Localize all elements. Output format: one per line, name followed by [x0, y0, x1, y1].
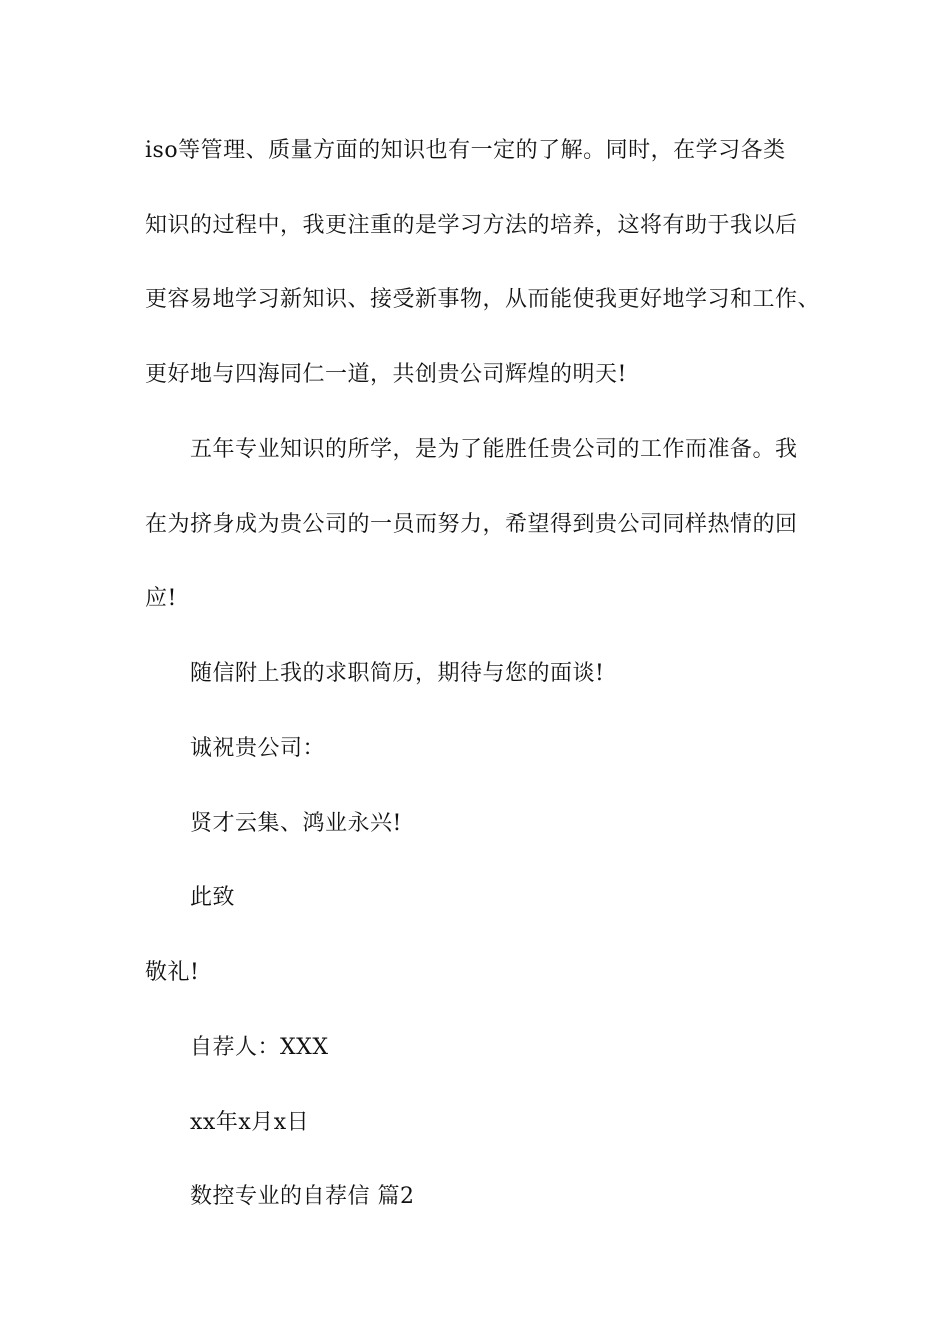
paragraph-line: iso等管理、质量方面的知识也有一定的了解。同时，在学习各类 [145, 138, 786, 163]
paragraph-line: 五年专业知识的所学，是为了能胜任贵公司的工作而准备。我 [190, 437, 798, 462]
paragraph-line: 更好地与四海同仁一道，共创贵公司辉煌的明天! [145, 362, 627, 387]
closing-line: 此致 [190, 885, 236, 910]
salutation-line: 敬礼! [145, 960, 200, 985]
paragraph-line: 知识的过程中，我更注重的是学习方法的培养，这将有助于我以后 [145, 213, 798, 238]
paragraph-line: 应! [145, 586, 177, 611]
signature-line: 自荐人：XXX [190, 1035, 329, 1060]
wish-line: 贤才云集、鸿业永兴! [190, 811, 402, 836]
greeting-line: 诚祝贵公司： [190, 736, 326, 761]
date-line: xx年x月x日 [190, 1110, 310, 1135]
paragraph-line: 更容易地学习新知识、接受新事物，从而能使我更好地学习和工作、 [145, 287, 821, 312]
paragraph-line: 在为挤身成为贵公司的一员而努力，希望得到贵公司同样热情的回 [145, 512, 798, 537]
paragraph-line: 随信附上我的求职简历，期待与您的面谈! [190, 661, 605, 686]
section-title: 数控专业的自荐信 篇2 [190, 1184, 415, 1209]
